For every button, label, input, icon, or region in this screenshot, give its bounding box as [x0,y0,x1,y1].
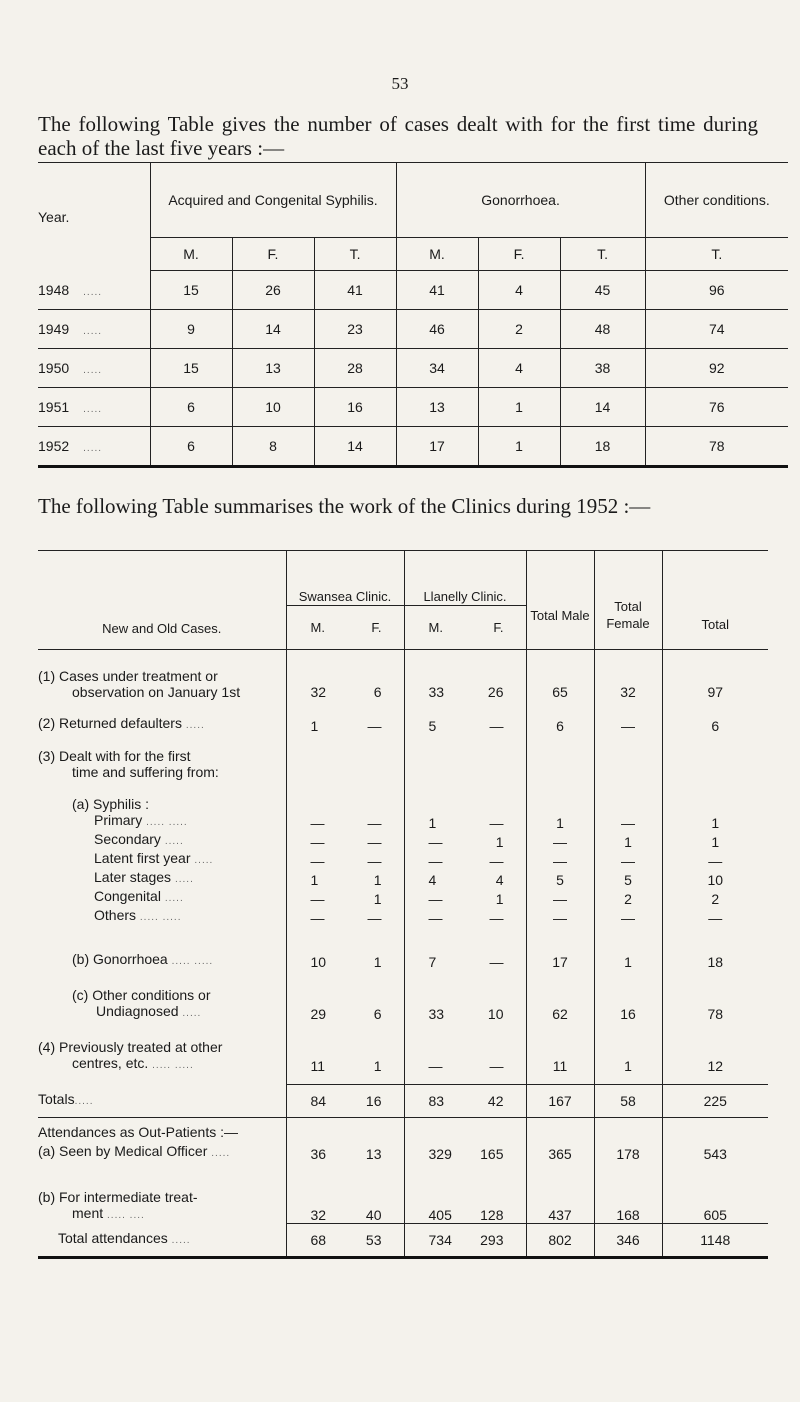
cell: 78 [662,970,768,1022]
row-label: (3) Dealt with for the first [38,748,191,764]
cell: 10 [232,388,314,427]
row-label: Secondary [94,831,161,847]
total-header: Total [662,551,768,650]
cell: 10 [662,869,768,888]
cell: 128 [480,1207,504,1223]
cell: 1 [662,812,768,831]
cell: 1 [478,427,560,467]
cell: 16 [314,388,396,427]
cell: — [526,850,594,869]
subheader: T. [314,238,396,271]
year-cell: 1952 [38,438,70,454]
cell: 68 [310,1232,327,1248]
cell: 6 [150,427,232,467]
cell: — [489,718,504,734]
table-row: Others ..... ..... — — — — — — — [38,907,768,926]
cell: 40 [365,1207,382,1223]
row-label: Congenital [94,888,161,904]
table-row: Secondary ..... — — — 1 — 1 1 [38,831,768,850]
cases-by-year-table [38,162,788,468]
cell: 7 [428,954,437,970]
row-label-2: centres, etc. [72,1055,149,1071]
cell: 17 [396,427,478,467]
cell: — [489,853,504,869]
cell: 1 [594,926,662,970]
total-male-header: Total Male [526,551,594,650]
cell: 34 [396,349,478,388]
cell: — [594,700,662,734]
cell: 329 [428,1145,452,1162]
cell: 12 [662,1022,768,1074]
cell: 41 [396,271,478,310]
clinic-work-table [38,550,768,1259]
cell: — [367,834,382,850]
table-row: 1949 ..... 9 14 23 46 2 48 74 [38,310,788,349]
cell: 1 [478,388,560,427]
cell: — [310,853,325,869]
subheader: T. [645,238,788,271]
cell: — [310,910,325,926]
table-row: Primary ..... ..... — — 1 — 1 — 1 [38,812,768,831]
cell: 17 [526,926,594,970]
cell: 26 [232,271,314,310]
intro-paragraph-2: The following Table summarises the work of the Clinics during 1952 :— [38,494,651,518]
cell: 46 [396,310,478,349]
cell: 33 [428,1006,445,1022]
cell: 346 [594,1224,662,1258]
cell: 365 [526,1140,594,1162]
table-row: 1948 ..... 15 26 41 41 4 45 96 [38,271,788,310]
other-conditions-header: Other conditions. [645,163,788,238]
intro-paragraph-1: The following Table gives the number of cases dealt with for the first time during each of the last five years :— [38,112,758,160]
cell: 1 [526,812,594,831]
row-label: Total attendances [58,1230,168,1247]
cell: 13 [232,349,314,388]
cell: 1 [495,834,504,850]
cell: 15 [150,349,232,388]
cell: 1 [373,1058,382,1074]
cases-header: New and Old Cases. [38,551,286,650]
cell: 97 [662,660,768,700]
cell: 13 [396,388,478,427]
totals-row: Totals..... 84 16 83 42 167 58 225 [38,1084,768,1117]
f-header: F. [371,619,382,635]
table-row: (b) Gonorrhoea ..... ..... 10 1 7 — 17 1 18 [38,926,768,970]
row-label: (c) Other conditions or [72,987,211,1003]
total-attendances-row: Total attendances ..... 68 53 734 293 802 346 1148 [38,1224,768,1258]
cell: 6 [373,684,382,700]
cell: 1 [310,718,319,734]
cell: 41 [314,271,396,310]
cell: 28 [314,349,396,388]
cell: 16 [594,970,662,1022]
cell: — [489,815,504,831]
cell: 23 [314,310,396,349]
cell: 1 [373,891,382,907]
cell: 38 [560,349,645,388]
row-label: (4) Previously treated at other [38,1039,223,1055]
cell: 6 [662,700,768,734]
swansea-header: Swansea Clinic. [286,551,404,606]
cell: 1 [662,831,768,850]
subheader: M. [396,238,478,271]
cell: 36 [310,1145,327,1162]
row-label: (b) For intermediate treat- [38,1188,198,1205]
total-female-header: Total Female [594,551,662,650]
cell: 8 [232,427,314,467]
table-row [38,780,768,812]
cell: 32 [310,1207,327,1223]
cell: 42 [487,1092,504,1109]
cell: 6 [150,388,232,427]
row-label-2: time and suffering from: [72,764,219,780]
cell: — [428,910,443,926]
row-label: Others [94,907,137,923]
cell: 293 [480,1232,504,1248]
cell: 11 [526,1022,594,1074]
row-label-2: ment [72,1204,104,1221]
cell: 6 [373,1006,382,1022]
year-cell: 1951 [38,399,70,415]
cell: 84 [310,1092,327,1109]
table-row: Congenital ..... — 1 — 1 — 2 2 [38,888,768,907]
table-row [38,660,768,700]
cell: — [428,834,443,850]
llanelly-header: Llanelly Clinic. [404,551,526,606]
cell: 167 [526,1084,594,1117]
table-row: Latent first year ..... — — — — — — — [38,850,768,869]
year-cell: 1948 [38,281,70,298]
cell: — [367,853,382,869]
table-row [38,734,768,780]
m-header: M. [428,619,443,635]
cell: 53 [365,1232,382,1248]
cell: — [594,850,662,869]
cell: 2 [478,310,560,349]
cell: 18 [662,926,768,970]
cell: — [489,910,504,926]
cell: 4 [478,271,560,310]
table-row: 1951 ..... 6 10 16 13 1 14 76 [38,388,788,427]
table-row: (4) Previously treated at other centres, etc. ..... ..... 11 1 — — 11 1 12 [38,1022,768,1074]
page-number: 53 [391,74,409,93]
cell: 45 [560,271,645,310]
cell: — [594,812,662,831]
cell: 92 [645,349,788,388]
cell: 18 [560,427,645,467]
cell: 10 [487,1006,504,1022]
table-row: (a) Seen by Medical Officer ..... 36 13 329 165 365 178 543 [38,1140,768,1162]
cell: — [310,834,325,850]
cell: 4 [478,349,560,388]
cell: — [526,831,594,850]
cell: — [489,1058,504,1074]
m-header: M. [310,619,325,635]
cell: 96 [645,271,788,310]
cell: 1 [594,1022,662,1074]
cell: 5 [526,869,594,888]
cell: 78 [645,427,788,467]
cell: — [489,954,504,970]
cell: 168 [594,1162,662,1224]
row-label: (b) Gonorrhoea [72,951,168,967]
cell: 62 [526,970,594,1022]
cell: — [310,815,325,831]
cell: 4 [428,872,437,888]
cell: — [428,1058,443,1074]
cell: 1 [594,831,662,850]
row-label: Totals [38,1090,75,1107]
row-label: Primary [94,812,143,828]
cell: 14 [232,310,314,349]
year-cell: 1950 [38,360,70,376]
table-row: (c) Other conditions or Undiagnosed ..... 29 6 33 10 62 16 78 [38,970,768,1022]
row-label-2: observation on January 1st [72,684,241,700]
cell: 32 [594,660,662,700]
row-label: (a) Syphilis : [72,796,150,812]
cell: — [310,891,325,907]
cell: 10 [310,954,327,970]
cell: 5 [428,718,437,734]
cell: — [367,718,382,734]
row-label: Later stages [94,869,172,885]
table-row: Later stages ..... 1 1 4 4 5 5 10 [38,869,768,888]
cell: 15 [150,271,232,310]
cell: 2 [662,888,768,907]
cell: 165 [480,1145,504,1162]
subheader: M. [150,238,232,271]
row-label: (a) Seen by Medical Officer [38,1142,208,1159]
table-row: (b) For intermediate treat- ment ..... .... 32 40 405 128 437 168 605 [38,1162,768,1224]
cell: — [662,850,768,869]
table-row: 1952 ..... 6 8 14 17 1 18 78 [38,427,788,467]
cell: 6 [526,700,594,734]
cell: 1148 [662,1224,768,1258]
cell: 29 [310,1006,327,1022]
cell: — [428,853,443,869]
cell: — [367,910,382,926]
cell: 9 [150,310,232,349]
cell: 65 [526,660,594,700]
cell: 1 [373,954,382,970]
cell: — [662,907,768,926]
syphilis-header: Acquired and Congenital Syphilis. [150,163,396,238]
cell: 605 [662,1162,768,1224]
cell: 58 [594,1084,662,1117]
cell: 32 [310,684,327,700]
cell: 33 [428,684,445,700]
year-cell: 1949 [38,321,70,337]
cell: 11 [310,1058,326,1074]
cell: 178 [594,1140,662,1162]
table-row: (2) Returned defaulters ..... 1 — 5 — 6 — 6 [38,700,768,734]
cell: 405 [428,1207,452,1223]
cell: 1 [495,891,504,907]
row-label: (1) Cases under treatment or [38,668,218,684]
row-label: Attendances as Out-Patients :— [38,1117,286,1140]
cell: 437 [526,1162,594,1224]
cell: 543 [662,1140,768,1162]
cell: 2 [594,888,662,907]
cell: 76 [645,388,788,427]
gonorrhoea-header: Gonorrhoea. [396,163,645,238]
cell: 225 [662,1084,768,1117]
cell: 14 [560,388,645,427]
cell: 1 [310,872,319,888]
subheader: F. [232,238,314,271]
cell: — [526,888,594,907]
cell: 13 [365,1145,382,1162]
cell: 48 [560,310,645,349]
table-row [38,1117,768,1140]
cell: — [367,815,382,831]
cell: 26 [487,684,504,700]
cell: — [526,907,594,926]
f-header: F. [493,619,504,635]
cell: 16 [365,1092,382,1109]
subheader: F. [478,238,560,271]
cell: 14 [314,427,396,467]
subheader: T. [560,238,645,271]
cell: 5 [594,869,662,888]
cell: — [428,891,443,907]
cell: 83 [428,1092,445,1109]
cell: — [594,907,662,926]
row-label: (2) Returned defaulters [38,715,182,731]
row-label-2: Undiagnosed [96,1003,179,1019]
row-label: Latent first year [94,850,191,866]
cell: 802 [526,1224,594,1258]
table-row: 1950 ..... 15 13 28 34 4 38 92 [38,349,788,388]
cell: 1 [373,872,382,888]
cell: 74 [645,310,788,349]
year-header: Year. [38,163,150,271]
cell: 734 [428,1232,452,1248]
cell: 1 [428,815,437,831]
cell: 4 [495,872,504,888]
